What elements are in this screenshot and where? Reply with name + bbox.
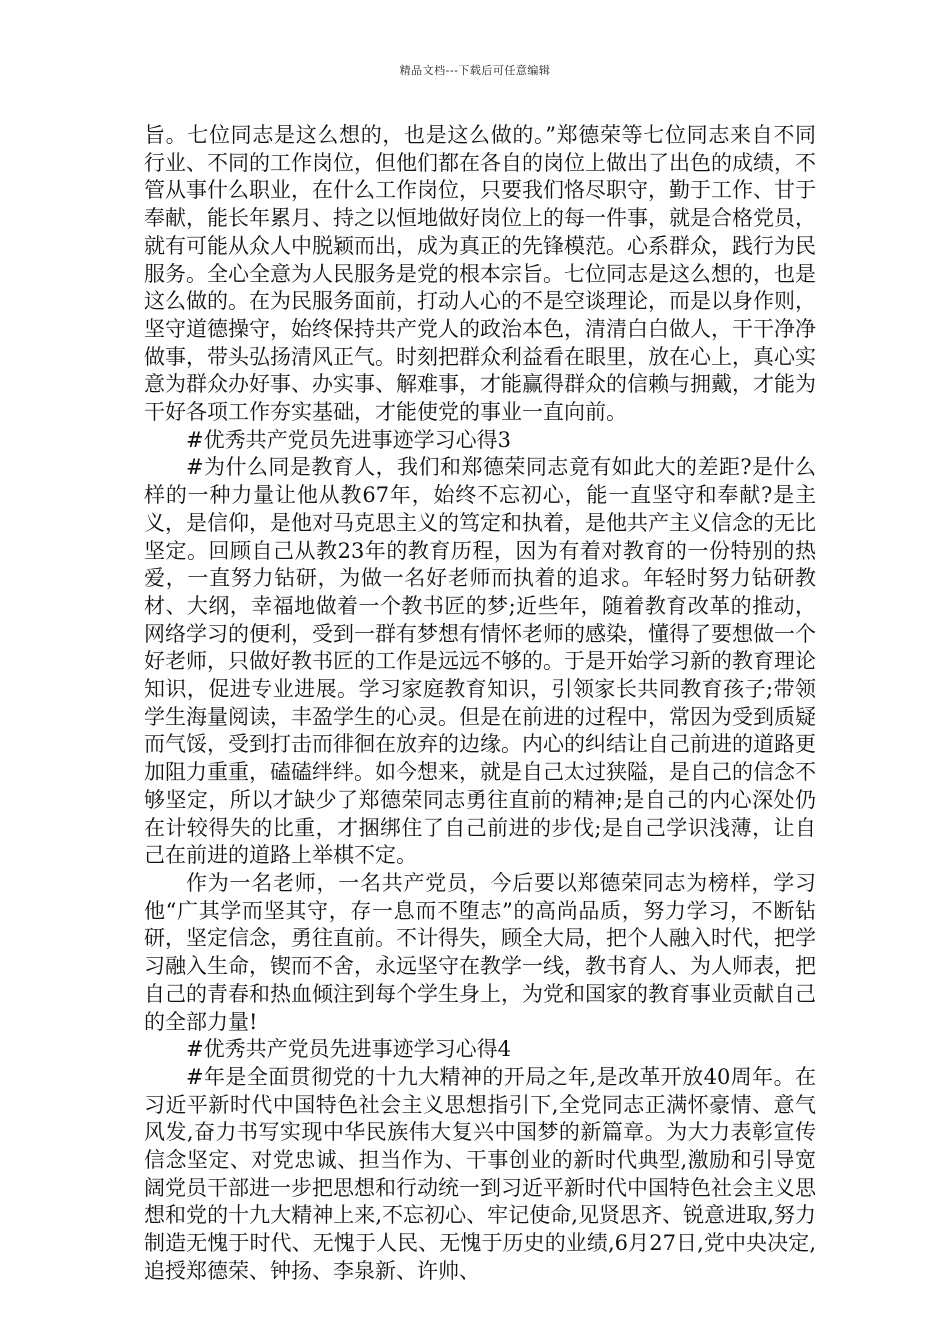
page-header: 精品文档---下载后可任意编辑 [399,64,551,77]
document-body [144,122,816,1286]
paragraph-4: #年是全面贯彻党的十九大精神的开局之年,是改革开放40周年。在习近平新时代中国特色社会主义思想指引下,全党同志正满怀豪情、意气风发,奋力书写实现中华民族伟大复兴中国梦的新篇章。为大力表彰宣传信念坚定、对党忠诚、担当作为、干事创业的新时代典型,激励和引导宽阔党员干部进一步把思想和行动统一到习近平新时代中国特色社会主义思想和党的十九大精神上来,不忘初心、牢记使命,见贤思齐、锐意进取,努力制造无愧于时代、无愧于人民、无愧于历史的业绩,6月27日,党中央决定,追授郑德荣、钟扬、李泉新、许帅、 [144,1064,816,1283]
paragraph-3: 作为一名老师，一名共产党员，今后要以郑德荣同志为榜样，学习他“广其学而坚其守，存一息而不堕志”的高尚品质，努力学习，不断钻研，坚定信念，勇往直前。不计得失，顾全大局，把个人融入时代，把学习融入生命，锲而不舍，永远坚守在教学一线，教书育人、为人师表，把自己的青春和热血倾注到每个学生身上，为党和国家的教育事业贡献自己的全部力量! [144,870,816,1034]
paragraph-2: #为什么同是教育人，我们和郑德荣同志竟有如此大的差距?是什么样的一种力量让他从教67年，始终不忘初心，能一直坚守和奉献?是主义，是信仰，是他对马克思主义的笃定和执着，是他共产主义信念的无比坚定。回顾自己从教23年的教育历程，因为有着对教育的一份特别的热爱，一直努力钻研，为做一名好老师而执着的追求。年轻时努力钻研教材、大纲，幸福地做着一个教书匠的梦;近些年，随着教育改革的推动，网络学习的便利，受到一群有梦想有情怀老师的感染，懂得了要想做一个好老师，只做好教书匠的工作是远远不够的。于是开始学习新的教育理论知识，促进专业进展。学习家庭教育知识，引领家长共同教育孩子;带领学生海量阅读，丰盈学生的心灵。但是在前进的过程中，常因为受到质疑而气馁，受到打击而徘徊在放弃的边缘。内心的纠结让自己前进的道路更加阻力重重，磕磕绊绊。如今想来，就是自己太过狭隘，是自己的信念不够坚定，所以才缺少了郑德荣同志勇往直前的精神;是自己的内心深处仍在计较得失的比重，才捆绑住了自己前进的步伐;是自己学识浅薄，让自己在前进的道路上举棋不定。 [144,455,816,868]
section-heading-4: #优秀共产党员先进事迹学习心得4 [186,1037,511,1062]
section-heading-3: #优秀共产党员先进事迹学习心得3 [186,427,511,452]
paragraph-1: 旨。七位同志是这么想的，也是这么做的。”郑德荣等七位同志来自不同行业、不同的工作岗位，但他们都在各自的岗位上做出了出色的成绩，不管从事什么职业，在什么工作岗位，只要我们恪尽职守，勤于工作、甘于奉献，能长年累月、持之以恒地做好岗位上的每一件事，就是合格党员，就有可能从众人中脱颖而出，成为真正的先锋模范。心系群众，践行为民服务。全心全意为人民服务是党的根本宗旨。七位同志是这么想的，也是这么做的。在为民服务面前，打动人心的不是空谈理论，而是以身作则，坚守道德操守，始终保持共产党人的政治本色，清清白白做人，干干净净做事，带头弘扬清风正气。时刻把群众利益看在眼里，放在心上，真心实意为群众办好事、办实事、解难事，才能赢得群众的信赖与拥戴，才能为干好各项工作夯实基础，才能使党的事业一直向前。 [144,123,816,425]
